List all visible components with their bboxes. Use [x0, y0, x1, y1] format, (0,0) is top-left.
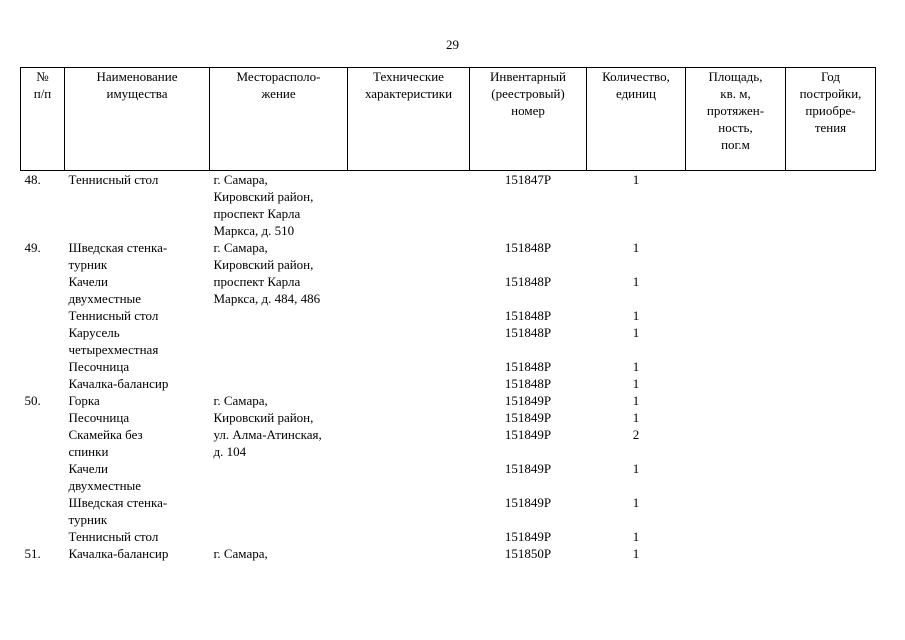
cell-name: Качалка-балансир — [68, 546, 169, 561]
table-header-row — [21, 68, 876, 171]
cell-technical — [348, 460, 470, 494]
cell-name: Шведская стенка- турник — [68, 240, 168, 272]
header-year: Год постройки, приобре- тения — [786, 68, 876, 171]
cell-area — [686, 358, 786, 375]
cell-number — [21, 375, 65, 392]
cell-technical — [348, 307, 470, 324]
cell-quantity: 1 — [632, 410, 640, 425]
cell-year — [786, 239, 876, 273]
cell-name: Качели двухместные — [68, 461, 142, 493]
table-row — [21, 460, 876, 494]
cell-area — [686, 545, 786, 562]
table-row — [21, 426, 876, 460]
cell-name: Скамейка без спинки — [68, 427, 143, 459]
cell-area — [686, 273, 786, 307]
cell-location: Кировский район, — [213, 410, 314, 425]
cell-year — [786, 375, 876, 392]
cell-location: проспект Карла Маркса, д. 484, 486 — [213, 274, 321, 306]
cell-location — [210, 358, 348, 375]
cell-name: Теннисный стол — [68, 308, 159, 323]
header-technical: Технические характеристики — [348, 68, 470, 171]
cell-location — [210, 494, 348, 528]
cell-inventory-number: 151849Р — [504, 393, 552, 408]
cell-year — [786, 392, 876, 409]
cell-technical — [348, 273, 470, 307]
cell-technical — [348, 358, 470, 375]
cell-area — [686, 426, 786, 460]
header-number: № п/п — [21, 68, 65, 171]
cell-inventory-number: 151850Р — [504, 546, 552, 561]
cell-quantity: 1 — [632, 376, 640, 391]
cell-name: Качалка-балансир — [68, 376, 169, 391]
cell-quantity: 2 — [632, 427, 640, 442]
cell-inventory-number: 151849Р — [504, 461, 552, 476]
cell-number — [21, 358, 65, 375]
cell-number — [21, 426, 65, 460]
cell-name: Теннисный стол — [68, 529, 159, 544]
cell-technical — [348, 375, 470, 392]
cell-inventory-number: 151848Р — [504, 359, 552, 374]
table-row — [21, 409, 876, 426]
cell-year — [786, 528, 876, 545]
cell-number: 50. — [24, 393, 41, 408]
cell-technical — [348, 171, 470, 240]
cell-location — [210, 324, 348, 358]
cell-technical — [348, 392, 470, 409]
cell-year — [786, 273, 876, 307]
cell-quantity: 1 — [632, 274, 640, 289]
cell-year — [786, 171, 876, 240]
table-body — [21, 171, 876, 563]
cell-quantity: 1 — [632, 461, 640, 476]
cell-name: Теннисный стол — [68, 172, 159, 187]
cell-location — [210, 307, 348, 324]
cell-inventory-number: 151849Р — [504, 410, 552, 425]
cell-name: Шведская стенка- турник — [68, 495, 168, 527]
cell-inventory-number: 151849Р — [504, 529, 552, 544]
cell-inventory-number: 151848Р — [504, 325, 552, 340]
cell-number — [21, 324, 65, 358]
cell-location: г. Самара, Кировский район, проспект Карла Маркса, д. 510 — [213, 172, 314, 238]
cell-area — [686, 528, 786, 545]
table-row — [21, 239, 876, 273]
cell-quantity: 1 — [632, 546, 640, 561]
cell-technical — [348, 545, 470, 562]
cell-quantity: 1 — [632, 325, 640, 340]
cell-inventory-number: 151849Р — [504, 495, 552, 510]
cell-number — [21, 409, 65, 426]
cell-quantity: 1 — [632, 240, 640, 255]
cell-location: г. Самара, — [213, 393, 268, 408]
cell-number — [21, 494, 65, 528]
table-row — [21, 324, 876, 358]
cell-name: Горка — [68, 393, 100, 408]
cell-number — [21, 273, 65, 307]
cell-inventory-number: 151848Р — [504, 376, 552, 391]
cell-area — [686, 460, 786, 494]
cell-area — [686, 392, 786, 409]
cell-quantity: 1 — [632, 308, 640, 323]
table-row — [21, 494, 876, 528]
cell-quantity: 1 — [632, 529, 640, 544]
cell-inventory-number: 151848Р — [504, 274, 552, 289]
table-row — [21, 375, 876, 392]
cell-year — [786, 307, 876, 324]
cell-inventory-number: 151847Р — [504, 172, 552, 187]
cell-quantity: 1 — [632, 359, 640, 374]
cell-location: ул. Алма-Атинская, д. 104 — [213, 427, 322, 459]
header-inventory-number: Инвентарный (реестровый) номер — [470, 68, 587, 171]
cell-quantity: 1 — [632, 495, 640, 510]
cell-number: 51. — [24, 546, 41, 561]
header-location: Месторасполо- жение — [210, 68, 348, 171]
property-registry-table — [20, 67, 876, 562]
table-row — [21, 358, 876, 375]
cell-area — [686, 375, 786, 392]
cell-number: 48. — [24, 172, 41, 187]
cell-name: Песочница — [68, 410, 130, 425]
table-row — [21, 307, 876, 324]
header-name: Наименование имущества — [65, 68, 210, 171]
cell-inventory-number: 151849Р — [504, 427, 552, 442]
table-row — [21, 528, 876, 545]
cell-number — [21, 528, 65, 545]
header-quantity: Количество, единиц — [587, 68, 686, 171]
cell-technical — [348, 494, 470, 528]
cell-year — [786, 494, 876, 528]
cell-technical — [348, 528, 470, 545]
page-number: 29 — [446, 37, 459, 52]
cell-year — [786, 426, 876, 460]
table-row — [21, 545, 876, 562]
cell-name: Карусель четырехместная — [68, 325, 159, 357]
cell-name: Песочница — [68, 359, 130, 374]
cell-number: 49. — [24, 240, 41, 255]
header-area: Площадь, кв. м, протяжен- ность, пог.м — [686, 68, 786, 171]
cell-area — [686, 171, 786, 240]
cell-location — [210, 375, 348, 392]
cell-year — [786, 358, 876, 375]
cell-area — [686, 324, 786, 358]
cell-area — [686, 307, 786, 324]
cell-name: Качели двухместные — [68, 274, 142, 306]
cell-location — [210, 528, 348, 545]
cell-inventory-number: 151848Р — [504, 240, 552, 255]
cell-technical — [348, 324, 470, 358]
cell-area — [686, 409, 786, 426]
cell-year — [786, 460, 876, 494]
cell-technical — [348, 426, 470, 460]
cell-quantity: 1 — [632, 393, 640, 408]
cell-technical — [348, 409, 470, 426]
cell-inventory-number: 151848Р — [504, 308, 552, 323]
cell-technical — [348, 239, 470, 273]
table-row — [21, 273, 876, 307]
cell-location: г. Самара, Кировский район, — [213, 240, 314, 272]
cell-year — [786, 545, 876, 562]
table-row — [21, 171, 876, 240]
cell-year — [786, 409, 876, 426]
cell-number — [21, 460, 65, 494]
cell-quantity: 1 — [632, 172, 640, 187]
cell-area — [686, 239, 786, 273]
cell-location: г. Самара, — [213, 546, 268, 561]
cell-area — [686, 494, 786, 528]
cell-year — [786, 324, 876, 358]
cell-number — [21, 307, 65, 324]
cell-location — [210, 460, 348, 494]
table-row — [21, 392, 876, 409]
